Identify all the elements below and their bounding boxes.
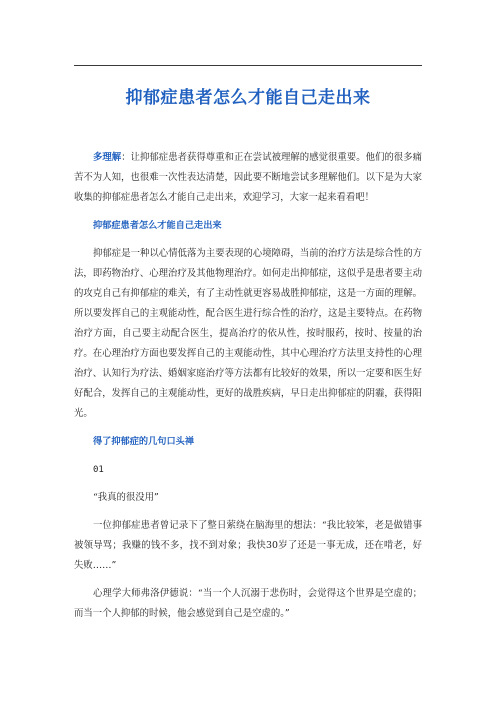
intro-colon: ： xyxy=(121,152,131,163)
section-heading-catchphrases: 得了抑郁症的几句口头禅 xyxy=(93,436,195,447)
patient-record-paragraph: 一位抑郁症患者曾记录下了整日萦绕在脑海里的想法：“我比较笨，老是做错事被领导骂；我赚的钱不多，找不到对象；我快30岁了还是一事无成，还在啃老，好失败……” xyxy=(74,520,422,571)
document-body xyxy=(74,148,422,632)
intro-paragraph xyxy=(74,148,422,208)
section-paragraph-treatment: 抑郁症是一种以心情低落为主要表现的心境障碍，当前的治疗方法是综合性的方法，即药物治疗、心理治疗及其他物理治疗。如何走出抑郁症，这似乎是患者要主动的攻克自己有抑郁症的难关，有了主动性就更容易战胜抑郁症，这是一方面的理解。所以要发挥自己的主观能动性，配合医生进行综合性的治疗，这是主要特点。在药物治疗方面，自己要主动配合医生，提高治疗的依从性，按时服药，按时、按量的治疗。在心理治疗方面也要发挥自己的主观能动性，其中心理治疗方法里支持性的心理治疗、认知行为疗法、婚姻家庭治疗等方法都有比较好的效果，所以一定要和医生好好配合，发挥自己的主观能动性，更好的战胜疾病，早日走出抑郁症的阴霾，获得阳光。 xyxy=(74,248,422,419)
header-rule xyxy=(74,65,422,66)
item-number: 01 xyxy=(93,465,104,475)
intro-text: 让抑郁症患者获得尊重和正在尝试被理解的感觉很重要。他们的很多痛苦不为人知，也很难一次性表达清楚，因此要不断地尝试多理解他们。以下是为大家收集的抑郁症患者怎么才能自己走出来，欢迎学习，大家一起来看看吧！ xyxy=(74,152,422,203)
section-heading-self-recovery: 抑郁症患者怎么才能自己走出来 xyxy=(93,220,222,231)
intro-label: 多理解 xyxy=(93,152,122,163)
quote-line: “我真的很没用” xyxy=(93,492,159,503)
document-title: 抑郁症患者怎么才能自己走出来 xyxy=(125,88,371,108)
freud-quote-paragraph: 心理学大师弗洛伊德说：“当一个人沉溺于悲伤时，会觉得这个世界是空虚的；而当一个人抑郁的时候，他会感觉到自己是空虚的。” xyxy=(74,588,422,619)
